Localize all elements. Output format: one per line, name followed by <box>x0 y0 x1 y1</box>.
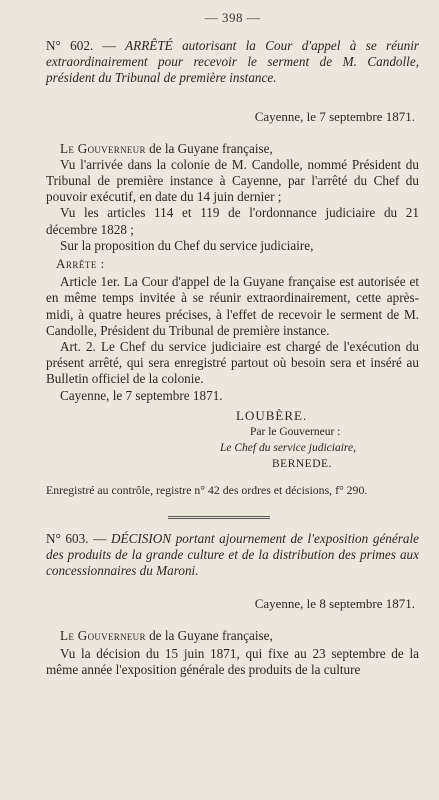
doc602-par-le-gouverneur: Par le Gouverneur : <box>250 425 341 438</box>
doc602-article-2-text: Le Chef du service judiciaire est chargé de l'exécution du présent arrêté, qui sera enregistré partout où besoin sera et inséré au Bulletin officiel de la colonie. <box>46 339 419 387</box>
doc602-signatory: LOUBÈRE. <box>236 407 308 423</box>
doc602-kind: ARRÊTÉ <box>125 38 173 53</box>
doc602-governor-label: Le Gouverneur <box>60 140 146 156</box>
doc602-closing-date: Cayenne, le 7 septembre 1871. <box>60 387 223 403</box>
section-divider <box>168 516 270 519</box>
doc602-dateline: Cayenne, le 7 septembre 1871. <box>254 108 415 124</box>
doc602-proposition: Sur la proposition du Chef du service judiciaire, <box>60 237 314 253</box>
doc602-vu-2: Vu les articles 114 et 119 de l'ordonnance judiciaire du 21 décembre 1828 ; <box>46 205 419 237</box>
page-number: — 398 — <box>204 10 261 25</box>
doc602-title <box>46 38 419 87</box>
doc602-article-1-label: Article 1er. <box>60 274 120 290</box>
doc603-vu-1: Vu la décision du 15 juin 1871, qui fixe au 23 septembre de la même année l'exposition générale des produits de la culture <box>46 645 419 678</box>
doc602-vu-1: Vu l'arrivée dans la colonie de M. Candolle, nommé Président du Tribunal de première instance à Cayenne, par l'arrêté du Chef du pouvoir exécutif, en date du 14 juin dernier ; <box>46 156 419 205</box>
doc602-arrete-label: Arrête : <box>56 256 105 272</box>
doc602-registre: Enregistré au contrôle, registre n° 42 des ordres et décisions, f° 290. <box>46 482 368 497</box>
doc603-title <box>46 531 419 580</box>
doc603-number: N° 603. — <box>46 531 107 547</box>
doc602-article-1-text: La Cour d'appel de la Guyane française est autorisée et en même temps invitée à se réunir extraordinairement, cette après-midi, à quatre heures précises, à l'effet de recevoir le serment de M. Candolle, Président du Tribunal de première instance. <box>46 274 420 338</box>
doc602-chef-service: Le Chef du service judiciaire, <box>220 441 356 454</box>
doc602-article-2 <box>46 339 419 388</box>
doc602-governor <box>46 141 419 157</box>
doc602-subject: autorisant la Cour d'appel à se réunir extraordinairement pour recevoir le serment de M. Candolle, président du Tribunal de première instance. <box>46 38 419 86</box>
doc603-dateline: Cayenne, le 8 septembre 1871. <box>254 595 415 611</box>
doc603-governor-label: Le Gouverneur <box>60 627 146 643</box>
doc603-subject: portant ajournement de l'exposition générale des produits de la grande culture et de la distribution des primes aux concessionnaires du Maroni. <box>46 531 420 579</box>
doc602-countersign: BERNEDE. <box>272 457 332 470</box>
doc603-governor <box>46 628 419 644</box>
doc602-article-1 <box>46 274 419 339</box>
doc602-governor-rest: de la Guyane française, <box>149 140 273 156</box>
doc603-governor-rest: de la Guyane française, <box>149 627 273 643</box>
doc602-article-2-label: Art. 2. <box>60 339 96 355</box>
doc603-kind: DÉCISION <box>110 531 172 547</box>
doc602-number: N° 602. — <box>46 38 116 53</box>
